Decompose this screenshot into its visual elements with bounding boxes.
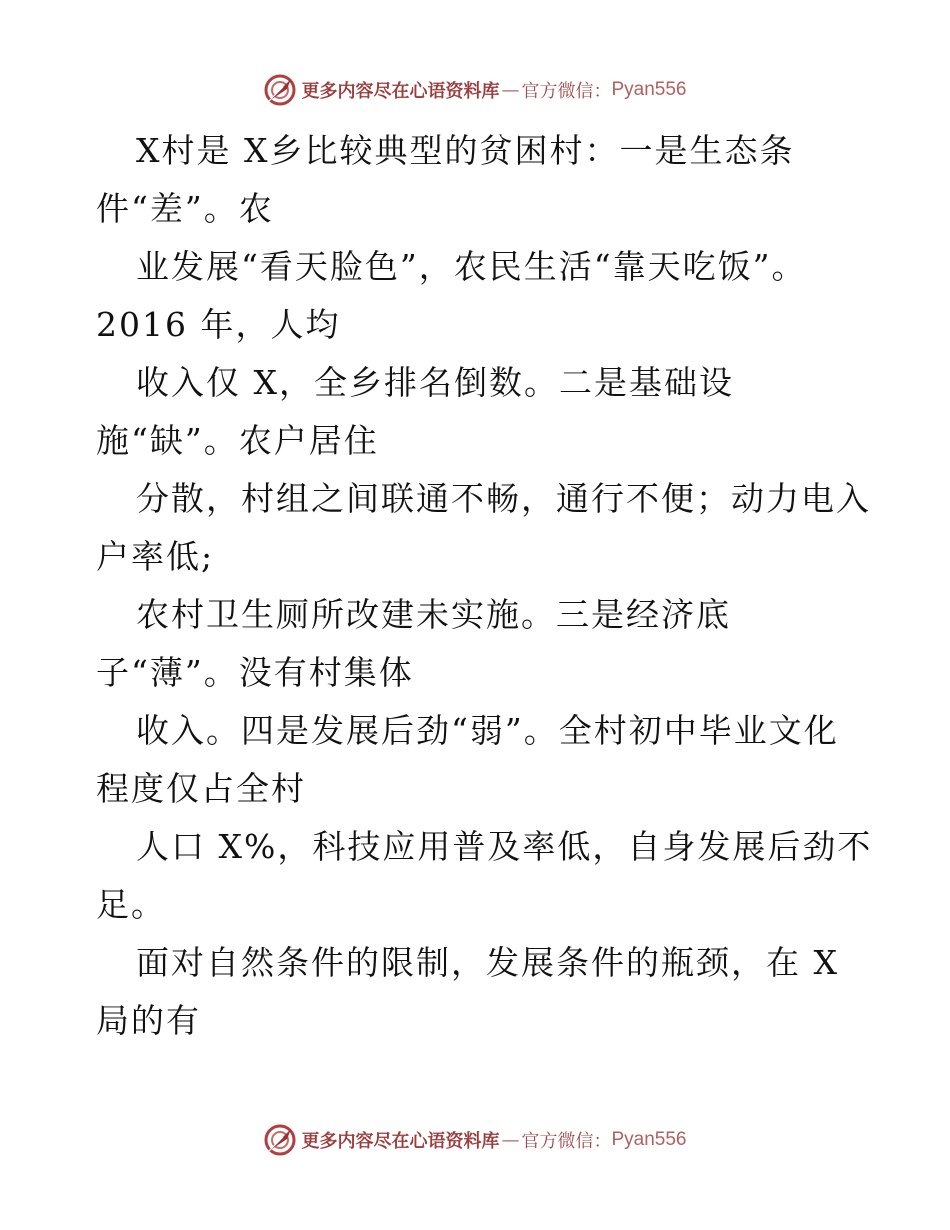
quill-logo-icon xyxy=(263,73,297,107)
text-line: 子“薄”。没有村集体 xyxy=(96,653,414,692)
banner-account: Pyan556 xyxy=(611,79,687,100)
document-body xyxy=(96,122,896,1050)
text-line: 户率低; xyxy=(96,537,215,576)
text-line: 件“差”。农 xyxy=(96,189,274,228)
banner-wechat-label: 官方微信： xyxy=(521,1131,612,1152)
banner-text xyxy=(301,1127,686,1153)
banner-text xyxy=(301,77,686,103)
text-line: 收入。四是发展后劲“弱”。全村初中毕业文化 xyxy=(136,711,839,750)
quill-logo-icon xyxy=(263,1123,297,1157)
text-line: 程度仅占全村 xyxy=(96,769,306,808)
footer-banner xyxy=(0,1120,950,1160)
text-line: 农村卫生厕所改建未实施。三是经济底 xyxy=(136,595,731,634)
text-line: 人口 X%，科技应用普及率低，自身发展后劲不 xyxy=(136,827,873,866)
text-line: 分散，村组之间联通不畅，通行不便；动力电入 xyxy=(136,479,871,518)
text-line: 业发展“看天脸色”，农民生活“靠天吃饭”。 xyxy=(136,247,807,286)
text-line: 施“缺”。农户居住 xyxy=(96,421,379,460)
text-line: X村是 X乡比较典型的贫困村：一是生态条 xyxy=(136,131,795,170)
text-line: 收入仅 X，全乡排名倒数。二是基础设 xyxy=(136,363,734,402)
banner-separator: — xyxy=(501,1129,520,1151)
text-line: 足。 xyxy=(96,885,166,924)
text-line: 2016 年，人均 xyxy=(96,305,341,344)
text-line: 面对自然条件的限制，发展条件的瓶颈，在 X xyxy=(136,943,839,982)
banner-separator: — xyxy=(501,79,520,101)
banner-account: Pyan556 xyxy=(611,1129,687,1150)
header-banner xyxy=(0,70,950,110)
text-line: 局的有 xyxy=(96,1001,201,1040)
banner-main-text: 更多内容尽在心语资料库 xyxy=(301,1131,500,1152)
banner-wechat-label: 官方微信： xyxy=(521,81,612,102)
banner-main-text: 更多内容尽在心语资料库 xyxy=(301,81,500,102)
